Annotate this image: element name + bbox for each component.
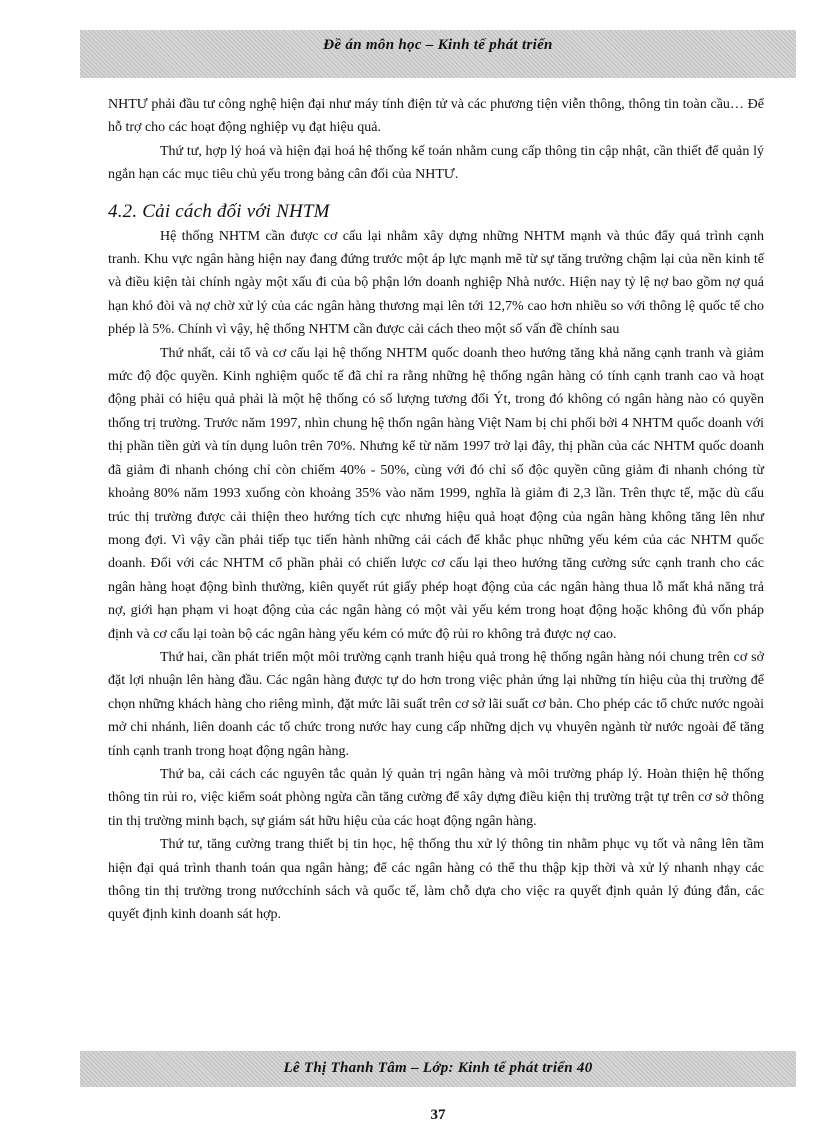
paragraph-5: Thứ hai, cần phát triển một môi trường cạnh tranh hiệu quả trong hệ thống ngân hàng nói chung trên cơ sở đặt lợi nhuận lên hàng đầu. Các ngân hàng được tự do hơn trong việc phản ứng lại những tín hiệu của thị trường để chọn những khách hàng cho riêng mình, đặt mức lãi suất trên cơ sở lãi suất cơ bản. Cho phép các tổ chức nước ngoài mở chi nhánh, liên doanh các tổ chức trong nước hay cung cấp những dịch vụ vhuyên ngành từ nước ngoài để tăng tính cạnh tranh trong hoạt động ngân hàng.: [108, 649, 764, 759]
paragraph-3: Hệ thống NHTM cần được cơ cấu lại nhằm xây dựng những NHTM mạnh và thúc đẩy quá trình cạnh tranh. Khu vực ngân hàng hiện nay đang đứng trước một áp lực mạnh mẽ từ sự tăng trưởng chậm lại của nền kinh tế và điều kiện tài chính ngày một xấu đi của bộ phận lớn doanh nghiệp Nhà nước. Hiện nay tỷ lệ nợ bao gồm nợ quá hạn khó đòi và nợ chờ xử lý của các ngân hàng thương mại lên tới 12,7% cao hơn nhiều so với thông lệ quốc tế cho phép là 5%. Chính vì vậy, hệ thống NHTM cần được cải cách theo một số vấn đề chính sau: [108, 228, 764, 338]
footer-text: Lê Thị Thanh Tâm – Lớp: Kinh tế phát triển 40: [283, 1060, 593, 1076]
page-number: 37: [430, 1107, 446, 1123]
header-title: Đề án môn học – Kinh tế phát triển: [323, 37, 553, 53]
paragraph-2: Thứ tư, hợp lý hoá và hiện đại hoá hệ thống kế toán nhằm cung cấp thông tin cập nhật, cần thiết để quản lý ngắn hạn các mục tiêu chủ yếu trong bảng cân đối của NHTƯ.: [108, 143, 764, 183]
page-header: [80, 30, 796, 78]
page-body: [108, 93, 764, 927]
paragraph-7: Thứ tư, tăng cường trang thiết bị tin học, hệ thống thu xử lý thông tin nhằm phục vụ tốt và nâng lên tầm hiện đại quá trình thanh toán qua ngân hàng; để các ngân hàng có thể thu thập kịp thời và xử lý nhanh nhạy các thông tin thị trường trong nướcchính sách và quốc tế, làm chỗ dựa cho việc ra quyết định quản lý đúng đắn, các quyết định kinh doanh sát hợp.: [108, 837, 764, 923]
section-heading: 4.2. Cải cách đối với NHTM: [108, 200, 330, 222]
page-footer: [80, 1051, 796, 1087]
paragraph-4: Thứ nhất, cải tổ và cơ cấu lại hệ thống NHTM quốc doanh theo hướng tăng khả năng cạnh tranh và giảm mức độ độc quyền. Kinh nghiệm quốc tế đã chỉ ra rằng những hệ thống ngân hàng có tính cạnh tranh cao và hoạt động phải có hiệu quả phải là một hệ thống có số lượng tương đối Ýt, trong đó không có ngân hàng nào có quyền thống trị trường. Trước năm 1997, nhìn chung hệ thốn ngân hàng Việt Nam bị chi phối bởi 4 NHTM quốc doanh với thị phần tiền gửi và tín dụng luôn trên 70%. Nhưng kể từ năm 1997 trở lại đây, thị phần của các NHTM quốc doanh đã giảm đi nhanh chóng chỉ còn chiếm 40% - 50%, cùng với đó chỉ số độc quyền cũng giảm đi nhanh chóng từ khoảng 80% năm 1993 xuống còn khoảng 35% vào năm 1999, nghĩa là giảm đi 2,3 lần. Trên thực tế, mặc dù cấu trúc thị trường được cải thiện theo hướng tích cực nhưng hiệu quả hoạt động của ngân hàng không tăng lên như mong đợi. Vì vậy cần phải tiếp tục tiến hành những cải cách để khắc phục những yếu kém của các NHTM quốc doanh. Đối với các NHTM cổ phần phải có chiến lược cơ cấu lại theo hướng tăng cường sức cạnh tranh cho các ngân hàng hoạt động bình thường, kiên quyết rút giấy phép hoạt động của các ngân hàng thua lỗ mất khả năng trả nợ, giới hạn phạm vi hoạt động của các ngân hàng có một vài yếu kém trong hoạt động hoặc không đủ vốn pháp định và cơ cấu lại toàn bộ các ngân hàng yếu kém có mức độ rủi ro không trả được nợ cao.: [108, 345, 764, 642]
paragraph-6: Thứ ba, cải cách các nguyên tắc quản lý quản trị ngân hàng và môi trường pháp lý. Hoàn thiện hệ thống thông tin rủi ro, việc kiểm soát phòng ngừa cần tăng cường để xây dựng điều kiện thị trường trật tự trên cơ sở thông tin thị trường minh bạch, sự giám sát hữu hiệu của các hoạt động ngân hàng.: [108, 766, 764, 829]
paragraph-1: NHTƯ phải đầu tư công nghệ hiện đại như máy tính điện tử và các phương tiện viễn thông, thông tin toàn cầu… Để hỗ trợ cho các hoạt động nghiệp vụ đạt hiệu quả.: [108, 97, 764, 136]
